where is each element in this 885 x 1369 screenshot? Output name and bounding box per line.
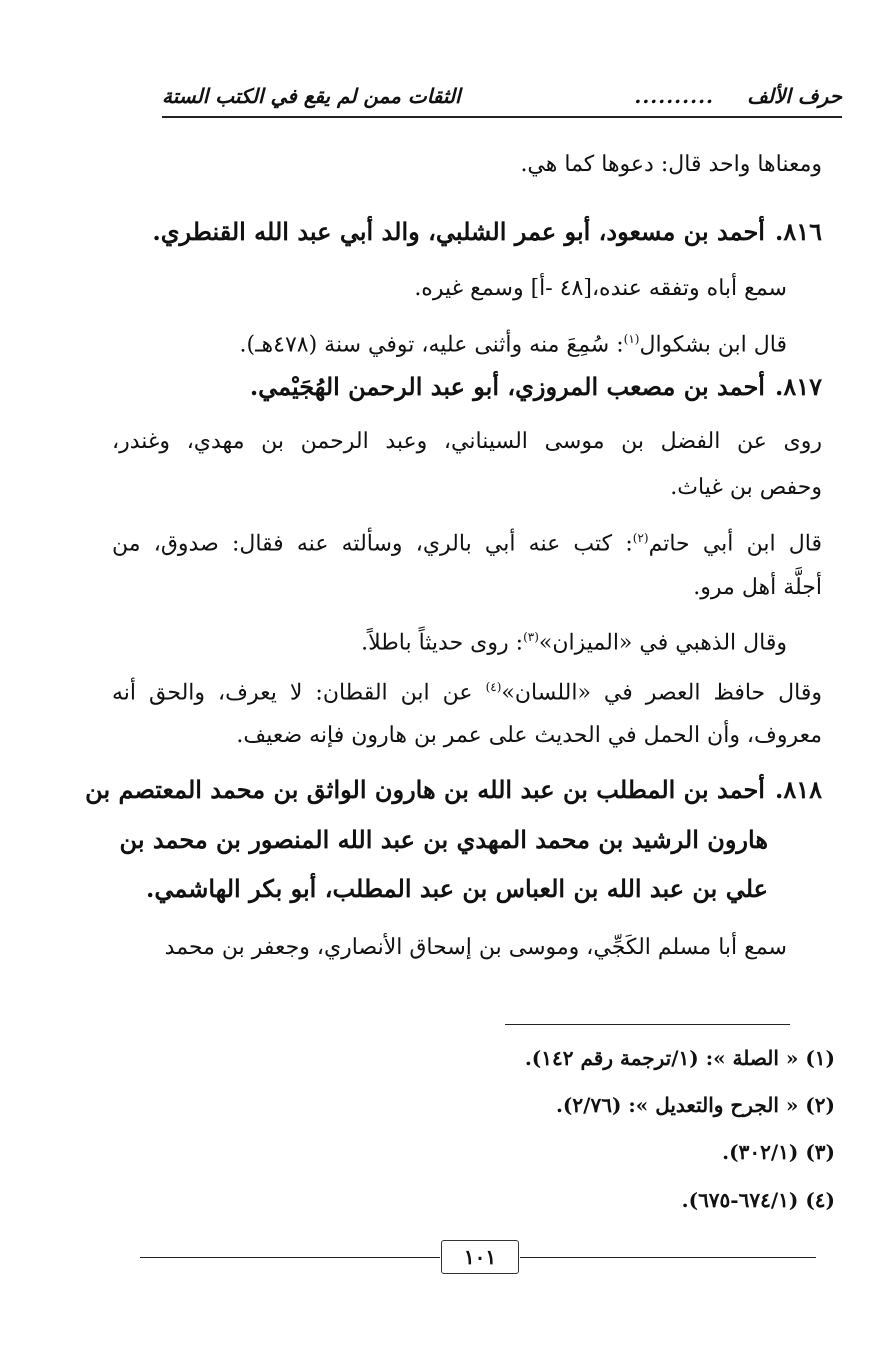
text-line [112,521,822,561]
entry-name-continuation: هارون الرشيد بن محمد المهدي بن عبد الله المنصور بن محمد بن [119,825,768,854]
text-line [361,620,787,660]
text-line [240,322,787,362]
entry-name-continuation: علي بن عبد الله بن العباس بن عبد المطلب، أبو بكر الهاشمي. [146,874,768,903]
footer-rule-right [520,1257,816,1258]
text-span: عن ابن القطان: لا يعرف، والحق أنه [112,680,486,706]
text-span: : كتب عنه أبي بالري، وسألته عنه فقال: صدوق، من [112,531,633,557]
page-number: ١٠١ [441,1240,519,1274]
entry-name: أحمد بن مصعب المروزي، أبو عبد الرحمن الهُجَيْمي. [249,372,765,401]
footnote-ref: (٣) [523,630,539,644]
entry-heading [250,370,822,404]
text-line: ومعناها واحد قال: دعوها كما هي. [520,152,822,177]
text-span: : سُمِعَ منه وأثنى عليه، توفي سنة (٤٧٨هـ). [239,332,624,358]
footnote: (٣) (٣٠٢/١). [722,1140,835,1164]
text-span: وقال الذهبي في «الميزان» [538,630,787,656]
book-title: الثقات ممن لم يقع في الكتب الستة [162,84,461,108]
footnote: (٢) « الجرح والتعديل »: (٢/٧٦). [555,1093,835,1117]
footnote: (١) « الصلة »: (١/ترجمة رقم ١٤٢). [524,1046,835,1070]
footnote-ref: (٢) [632,531,649,545]
footnote-ref: (١) [623,332,640,346]
entry-number: ٨١٧. [774,372,822,401]
running-header [162,84,842,114]
text-line: أجلَّة أهل مرو. [693,575,822,600]
text-line: وحفص بن غياث. [670,475,822,500]
footnote-ref: (٤) [485,680,502,694]
footer-rule-left [140,1257,440,1258]
page-footer [140,1238,816,1278]
entry-number: ٨١٨. [774,775,822,804]
footnote-separator [505,1024,790,1025]
text-line [112,670,822,710]
header-rule [162,116,842,118]
entry-name: أحمد بن مسعود، أبو عمر الشلبي، والد أبي عبد الله القنطري. [152,217,765,246]
text-span: قال ابن بشكوال [639,332,787,358]
footnote: (٤) (٦٧٤/١-٦٧٥). [681,1188,835,1212]
chapter-title: حرف الألف [747,84,842,108]
entry-number: ٨١٦. [774,217,822,246]
text-span: : روى حديثاً باطلاً. [361,630,524,656]
text-line: روى عن الفضل بن موسى السيناني، وعبد الرحمن بن مهدي، وغندر، [112,429,822,454]
text-line: سمع أباه وتفقه عنده،[٤٨ -أ] وسمع غيره. [414,276,787,301]
entry-heading [152,215,822,249]
entry-heading [85,773,822,807]
entry-name: أحمد بن المطلب بن عبد الله بن هارون الواثق بن محمد المعتصم بن [85,775,765,804]
text-line: سمع أبا مسلم الكَجِّي، وموسى بن إسحاق الأنصاري، وجعفر بن محمد [164,935,787,960]
text-line: معروف، وأن الحمل في الحديث على عمر بن هارون فإنه ضعيف. [236,723,822,748]
text-span: قال ابن أبي حاتم [648,531,822,557]
text-span: وقال حافظ العصر في «اللسان» [501,680,822,706]
header-leader-dots: .......... [634,84,714,108]
